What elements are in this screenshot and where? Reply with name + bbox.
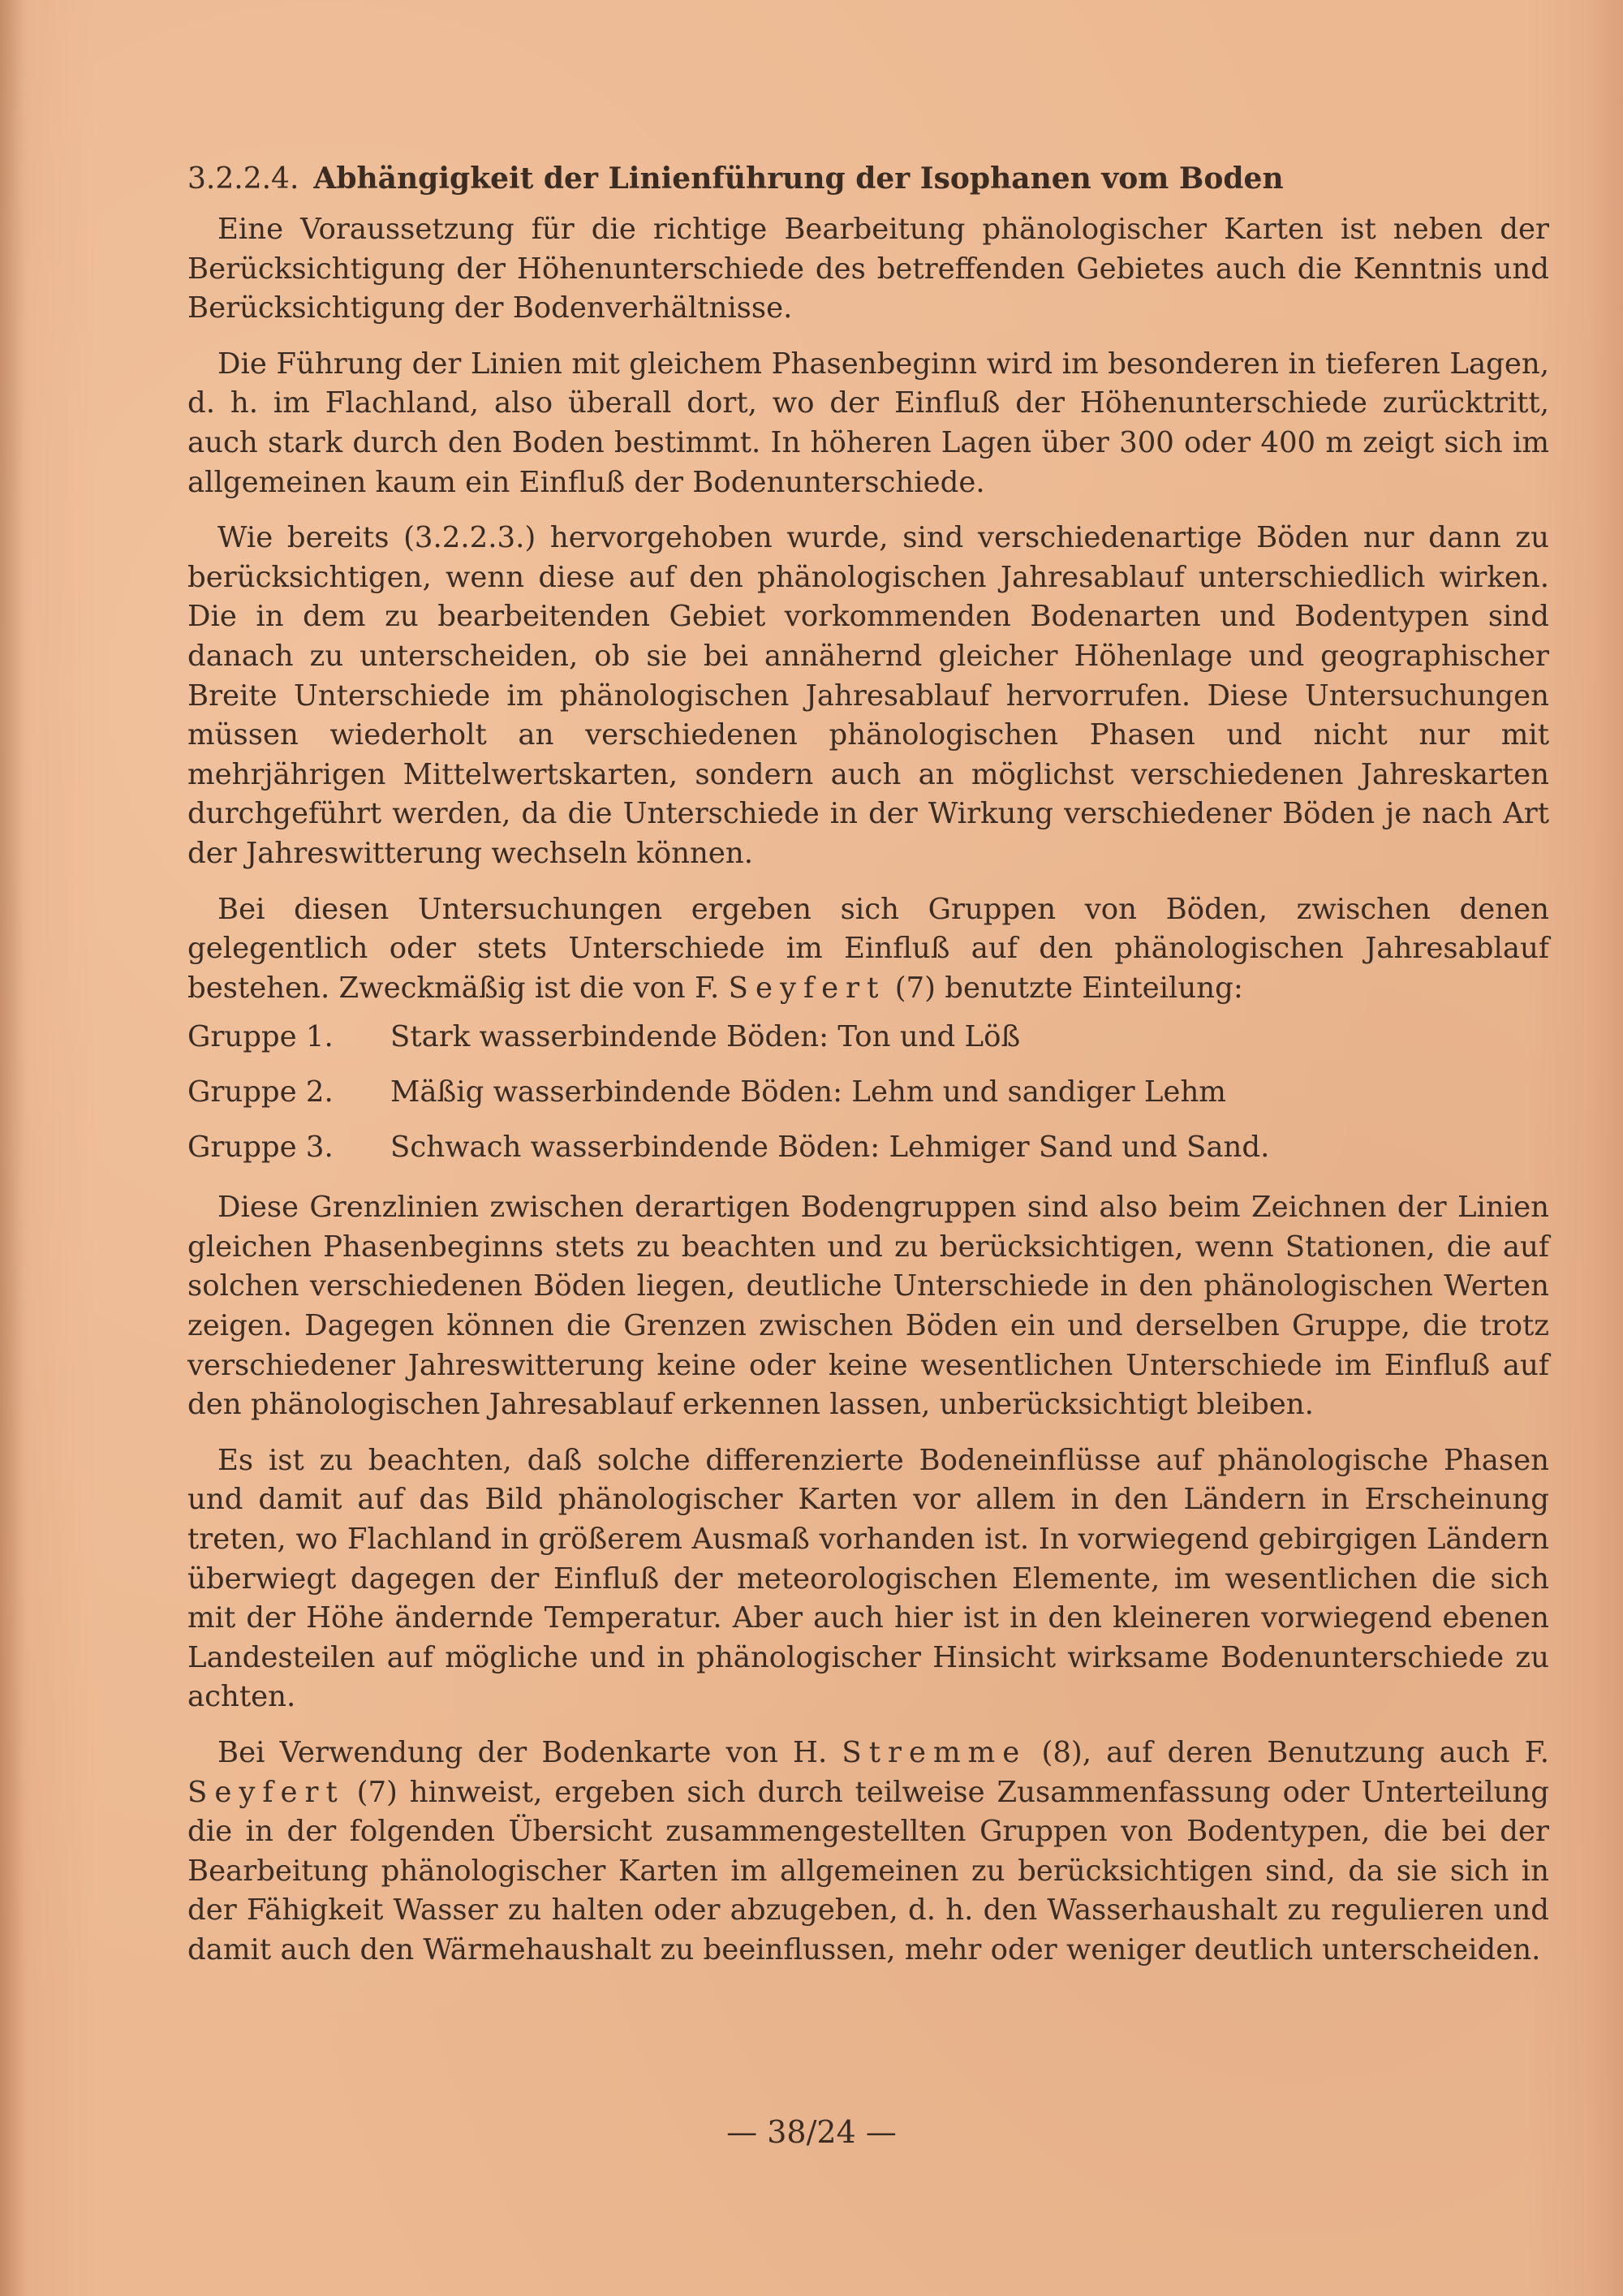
paragraph: Es ist zu beachten, daß solche differenzierte Bodeneinflüsse auf phänologische Phasen und damit auf das Bild phänologischer Karten vor allem in den Ländern in Erscheinung treten, wo Flachland in größerem Ausmaß vorhanden ist. In vorwiegend gebirgigen Ländern überwiegt dagegen der Einfluß der meteorologischen Elemente, im wesentlichen die sich mit der Höhe ändernde Temperatur. Aber auch hier ist in den kleineren vorwiegend ebenen Landesteilen auf mögliche und in phänologischer Hinsicht wirksame Bodenunterschiede zu achten.: [187, 1443, 1549, 1714]
group-label: Gruppe 2.: [187, 1075, 334, 1109]
group-text: Schwach wasserbindende Böden: Lehmiger Sand und Sand.: [390, 1131, 1270, 1165]
paragraph-text: Bei Verwendung der Bodenkarte von H.: [217, 1736, 842, 1769]
soil-group-item: [187, 1073, 1549, 1112]
section-title: Abhängigkeit der Linienführung der Isophanen vom Boden: [313, 162, 1284, 196]
paragraph-text: Bei diesen Untersuchungen ergeben sich Gruppen von Böden, zwischen denen gelegentlich oder stets Unterschiede im Einfluß auf den phänologischen Jahresablauf bestehen. Zweckmäßig ist die von F.: [187, 892, 1549, 1005]
soil-group-list: [187, 1018, 1549, 1167]
soil-group-item: [187, 1128, 1549, 1167]
author-name: Seyfert: [187, 1775, 345, 1809]
page-edge-shadow: [0, 0, 24, 2296]
paragraph: Eine Voraussetzung für die richtige Bearbeitung phänologischer Karten ist neben der Berücksichtigung der Höhenunterschiede des betreffenden Gebietes auch die Kenntnis und Berücksichtigung der Bodenverhältnisse.: [187, 213, 1549, 325]
paragraph-last: [187, 1734, 1549, 1971]
group-text: Stark wasserbindende Böden: Ton und Löß: [390, 1020, 1021, 1054]
section-number: 3.2.2.4.: [187, 162, 299, 196]
section-heading: [187, 154, 1549, 204]
soil-group-item: [187, 1018, 1549, 1057]
author-name: Stremme: [842, 1736, 1027, 1769]
paragraph: Wie bereits (3.2.2.3.) hervorgehoben wurde, sind verschiedenartige Böden nur dann zu berücksichtigen, wenn diese auf den phänologischen Jahresablauf unterschiedlich wirken. Die in dem zu bearbeitenden Gebiet vorkommenden Bodenarten und Bodentypen sind danach zu unterscheiden, ob sie bei annähernd gleicher Höhenlage und geographischer Breite Unterschiede im phänologischen Jahresablauf hervorrufen. Diese Untersuchungen müssen wiederholt an verschiedenen phänologischen Phasen und nicht nur mit mehrjährigen Mittelwertskarten, sondern auch an möglichst verschiedenen Jahreskarten durchgeführt werden, da die Unterschiede in der Wirkung verschiedener Böden je nach Art der Jahreswitterung wechseln können.: [187, 521, 1549, 870]
author-name: Seyfert: [728, 971, 886, 1005]
paragraph: Die Führung der Linien mit gleichem Phasenbeginn wird im besonderen in tieferen Lagen, d. h. im Flachland, also überall dort, wo der Einfluß der Höhenunterschiede zurücktritt, auch stark durch den Boden bestimmt. In höheren Lagen über 300 oder 400 m zeigt sich im allgemeinen kaum ein Einfluß der Bodenunterschiede.: [187, 347, 1549, 499]
paragraph-text: (8), auf deren Benutzung auch F.: [1027, 1736, 1549, 1769]
paragraph-seyfert: [187, 890, 1549, 1009]
paragraph: Diese Grenzlinien zwischen derartigen Bodengruppen sind also beim Zeichnen der Linien gleichen Phasenbeginns stets zu beachten und zu berücksichtigen, wenn Stationen, die auf solchen verschiedenen Böden liegen, deutliche Unterschiede in den phänologischen Werten zeigen. Dagegen können die Grenzen zwischen Böden ein und derselben Gruppe, die trotz verschiedener Jahreswitterung keine oder keine wesentlichen Unterschiede im Einfluß auf den phänologischen Jahresablauf erkennen lassen, unberücksichtigt bleiben.: [187, 1191, 1549, 1422]
paragraph-text: (7) benutzte Einteilung:: [885, 971, 1243, 1005]
group-text: Mäßig wasserbindende Böden: Lehm und sandiger Lehm: [390, 1075, 1226, 1109]
document-body: [187, 154, 1549, 1987]
page-number: — 38/24 —: [726, 2114, 897, 2150]
group-label: Gruppe 3.: [187, 1131, 334, 1165]
group-label: Gruppe 1.: [187, 1020, 334, 1054]
paragraph-text: (7) hinweist, ergeben sich durch teilweise Zusammenfassung oder Unterteilung die in der folgenden Übersicht zusammengestellten Gruppen von Bodentypen, die bei der Bearbeitung phänologischer Karten im allgemeinen zu berücksichtigen sind, da sie sich in der Fähigkeit Wasser zu halten oder abzugeben, d. h. den Wasserhaushalt zu regulieren und damit auch den Wärmehaushalt zu beeinflussen, mehr oder weniger deutlich unterscheiden.: [187, 1775, 1549, 1966]
